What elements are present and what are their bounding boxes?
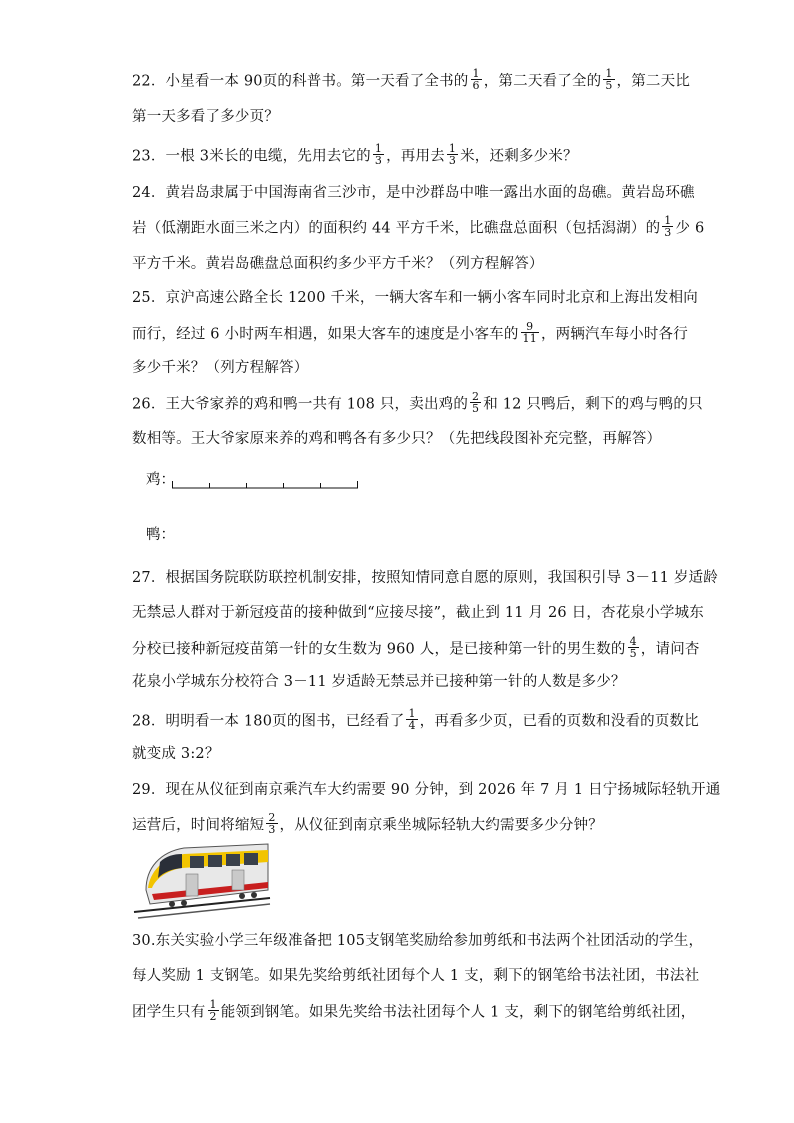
text: ，第二天比	[616, 73, 691, 90]
text: 岩（低潮距水面三米之内）的面积约 44 平方千米，比礁盘总面积（包括潟湖）的	[132, 220, 661, 237]
q22-line1	[132, 67, 691, 93]
q24-line1: 24．黄岩岛隶属于中国海南省三沙市，是中沙群岛中唯一露出水面的岛礁。黄岩岛环礁	[132, 185, 695, 201]
text: 22．小星看一本 90页的科普书。第一天看了全书的	[132, 73, 469, 90]
q28-line1	[132, 707, 699, 733]
q26-line1	[132, 390, 703, 416]
fraction: $\frac{1}{6}$	[472, 67, 480, 92]
duck-label: 鸭：	[146, 527, 175, 543]
q25-line1: 25．京沪高速公路全长 1200 千米，一辆大客车和一辆小客车同时北京和上海出发相向	[132, 290, 698, 306]
fraction: $\frac{4}{5}$	[629, 635, 637, 660]
text: 而行，经过 6 小时两车相遇，如果大客车的速度是小客车的	[132, 326, 519, 343]
q29-line1: 29．现在从仪征到南京乘汽车大约需要 90 分钟，到 2026 年 7 月 1 日宁扬城际轻轨开通	[132, 782, 721, 798]
light-rail-train-image	[132, 838, 272, 920]
text: ，再看多少页，已看的页数和没看的页数比	[419, 713, 699, 730]
text: ，两辆汽车每小时各行	[540, 326, 688, 343]
q28-line2: 就变成 3:2？	[132, 746, 220, 762]
q27-line3	[132, 635, 700, 661]
text: ，请问杏	[640, 641, 700, 658]
text: 团学生只有	[132, 1004, 206, 1021]
text: 28．明明看一本 180页的图书，已经看了	[132, 713, 405, 730]
fraction: $\frac{1}{3}$	[448, 142, 457, 167]
q30-line3	[132, 998, 696, 1024]
chicken-label: 鸡：	[146, 472, 175, 488]
q22-line2: 第一天多看了多少页？	[132, 109, 279, 125]
q25-line2	[132, 320, 688, 346]
q29-line2	[132, 811, 603, 837]
q27-line1: 27．根据国务院联防联控机制安排，按照知情同意自愿的原则，我国积引导 3－11 岁适龄	[132, 570, 718, 586]
fraction: $\frac{1}{3}$	[664, 214, 672, 239]
q27-line2: 无禁忌人群对于新冠疫苗的接种做到“应接尽接”，截止到 11 月 26 日，杏花泉小学城东	[132, 605, 704, 621]
fraction: $\frac{1}{4}$	[408, 707, 416, 732]
fraction: $\frac{1}{5}$	[605, 67, 613, 92]
text: 23．一根 3米长的电缆，先用去它的	[132, 148, 371, 165]
q26-line2: 数相等。王大爷家原来养的鸡和鸭各有多少只？（先把线段图补充完整，再解答）	[132, 431, 662, 447]
text: 能领到钢笔。如果先奖给书法社团每个人 1 支，剩下的钢笔给剪纸社团，	[220, 1004, 696, 1021]
text: 少 6	[675, 220, 705, 237]
fraction: $\frac{9}{11}$	[522, 320, 537, 345]
text: 26．王大爷家养的鸡和鸭一共有 108 只，卖出鸡的	[132, 396, 469, 413]
chicken-segment-diagram	[172, 478, 362, 492]
text: 分校已接种新冠疫苗第一针的女生数为 960 人，是已接种第一针的男生数的	[132, 641, 626, 658]
q23-line1	[132, 142, 578, 168]
fraction: $\frac{1}{2}$	[209, 998, 217, 1023]
fraction: $\frac{2}{5}$	[472, 390, 480, 415]
text: ，第二天看了全的	[483, 73, 602, 90]
q25-line3: 多少千米？（列方程解答）	[132, 360, 309, 376]
text: 和 12 只鸭后，剩下的鸡与鸭的只	[483, 396, 703, 413]
fraction: $\frac{1}{3}$	[374, 142, 383, 167]
q30-line1: 30.东关实验小学三年级准备把 105支钢笔奖励给参加剪纸和书法两个社团活动的学生，	[132, 933, 704, 949]
q27-line4: 花泉小学城东分校符合 3－11 岁适龄无禁忌并已接种第一针的人数是多少？	[132, 674, 626, 690]
fraction: $\frac{2}{3}$	[268, 811, 276, 836]
text: ，再用去	[386, 148, 445, 165]
q24-line2	[132, 214, 705, 240]
text: ，从仪征到南京乘坐城际轻轨大约需要多少分钟？	[279, 817, 603, 834]
q24-line3: 平方千米。黄岩岛礁盘总面积约多少平方千米？（列方程解答）	[132, 256, 544, 272]
q30-line2: 每人奖励 1 支钢笔。如果先奖给剪纸社团每个人 1 支，剩下的钢笔给书法社团，书法社	[132, 968, 700, 984]
text: 米，还剩多少米？	[460, 148, 578, 165]
text: 运营后，时间将缩短	[132, 817, 265, 834]
